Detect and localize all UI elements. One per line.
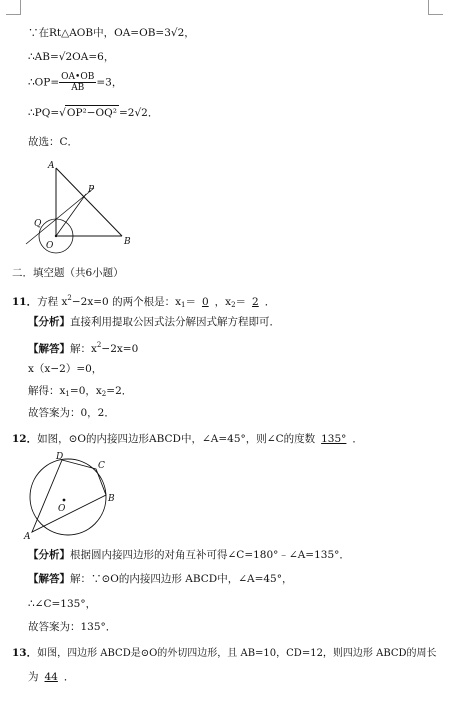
crop-mark-left [6, 0, 21, 15]
label-B: B [124, 237, 131, 247]
q11-solution-a: 解：x [70, 343, 97, 355]
label-C: C [98, 461, 105, 471]
section-header-text: 二．填空题（共6小题） [12, 267, 124, 279]
q11-eq2: ＝ [235, 296, 247, 308]
prev-solution-line-3 [28, 72, 122, 93]
prev-answer [28, 135, 78, 149]
crop-mark-right [428, 0, 443, 15]
q12-number: 12． [12, 433, 38, 445]
fraction-numerator: OA•OB [61, 72, 95, 82]
prev-solution-line-4 [28, 105, 158, 120]
q11-analysis [28, 315, 280, 329]
q11-solution-b: −2x=0 [101, 343, 139, 355]
q11-stem-b: −2x=0 的两个根是：x [71, 296, 181, 308]
q12-analysis [28, 548, 350, 562]
q11-analysis-text: 直接利用提取公因式法分解因式解方程即可． [70, 316, 280, 328]
q12-solution-text: 解：∵⊙O的内接四边形 ABCD中，∠A=45°， [70, 573, 293, 585]
label-D: D [56, 452, 64, 462]
q12-stem-text: 如图，⊙O的内接四边形ABCD中，∠A=45°，则∠C的度数 [37, 433, 316, 445]
q11-eq1: ＝ [185, 296, 196, 308]
prev-line2-c: =6， [88, 51, 115, 63]
q12-stem [12, 432, 363, 446]
q11-number: 11． [12, 296, 38, 308]
q11-stem-sup: 2 [67, 294, 72, 302]
q11-step2-text: x（x−2）=0， [28, 363, 103, 375]
label-B: B [108, 494, 115, 504]
prev-line2-b: √2OA [58, 51, 89, 63]
label-Q: Q [34, 219, 42, 229]
q11-solution-sup: 2 [96, 341, 102, 349]
q13-answer-blank: 44 [44, 671, 58, 683]
prev-line4-c: =2√2． [118, 107, 159, 119]
q13-stem [12, 646, 437, 661]
q12-answer [28, 620, 116, 634]
q12-answer-text: 故答案为：135°． [28, 621, 117, 633]
q11-solution-tag: 【解答】 [28, 343, 70, 355]
label-A: A [24, 532, 31, 542]
prev-line1-text: ∵在Rt△AOB中，OA=OB=3√2， [28, 27, 195, 39]
q13-stem-text: 如图，四边形 ABCD是⊙O的外切四边形，且 AB=10，CD=12，则四边形 ABCD的周长 [37, 648, 437, 659]
center-point-O [63, 499, 66, 502]
q11-step3-a: 解得：x [28, 385, 66, 397]
q11-sub2: 2 [231, 301, 236, 309]
q11-step3 [28, 384, 132, 401]
q12-solution [28, 572, 292, 586]
prev-line3-a: ∴OP= [28, 76, 60, 89]
fraction-denominator: AB [71, 83, 85, 93]
q12-analysis-tag: 【分析】 [28, 549, 70, 561]
q11-step3-sub2: 2 [101, 390, 107, 398]
q12-step2 [28, 597, 96, 611]
prev-line3-fraction [59, 72, 96, 93]
q11-sub1: 1 [181, 301, 186, 309]
q12-analysis-text: 根据圆内接四边形的对角互补可得∠C=180°﹣∠A=135°． [70, 549, 350, 561]
triangle-circle-figure [22, 158, 142, 254]
segment-OP [56, 194, 86, 236]
prev-line4-radicand: OP²−OQ² [66, 107, 117, 119]
q11-comma: ，x [214, 296, 232, 308]
center-point-O [55, 235, 57, 237]
q11-answer-text: 故答案为：0，2． [28, 407, 115, 419]
label-O: O [46, 241, 54, 251]
segment-AB [56, 168, 122, 236]
prev-solution-line-2 [28, 50, 114, 64]
q13-stem-line-2 [28, 670, 74, 684]
prev-answer-text: 故选：C． [28, 136, 79, 148]
label-O: O [58, 504, 66, 514]
q12-end: ． [352, 433, 363, 445]
q13-end: ． [63, 671, 75, 683]
prev-line3-b: =3， [96, 76, 123, 89]
prev-line4-a: ∴PQ= [28, 107, 60, 119]
q11-step3-b: =0，x [69, 385, 102, 397]
q11-stem-a: 方程 x [37, 296, 68, 308]
q11-end: ． [264, 296, 276, 308]
label-P: P [88, 185, 95, 195]
q13-number: 13． [12, 647, 38, 659]
q11-solution [28, 338, 138, 356]
circle-O [30, 459, 106, 535]
radical-icon: √ [59, 107, 66, 119]
q11-step2 [28, 362, 102, 376]
cyclic-quadrilateral-figure [22, 447, 122, 543]
q11-step3-c: =2． [106, 385, 133, 397]
prev-solution-line-1 [28, 26, 195, 40]
q11-stem [12, 291, 275, 312]
prev-line2-a: ∴AB= [28, 51, 59, 63]
q13-line2-a: 为 [28, 671, 39, 683]
q11-answer-blank-1: 0 [201, 296, 209, 308]
q11-analysis-tag: 【分析】 [28, 316, 70, 328]
q12-step2-text: ∴∠C=135°， [28, 598, 97, 610]
label-A: A [48, 161, 55, 171]
q12-solution-tag: 【解答】 [28, 573, 70, 585]
q12-answer-blank: 135° [321, 433, 347, 445]
q11-step3-sub1: 1 [65, 390, 70, 398]
q11-answer-blank-2: 2 [252, 296, 259, 308]
section-header [12, 266, 124, 280]
q11-answer [28, 406, 115, 420]
